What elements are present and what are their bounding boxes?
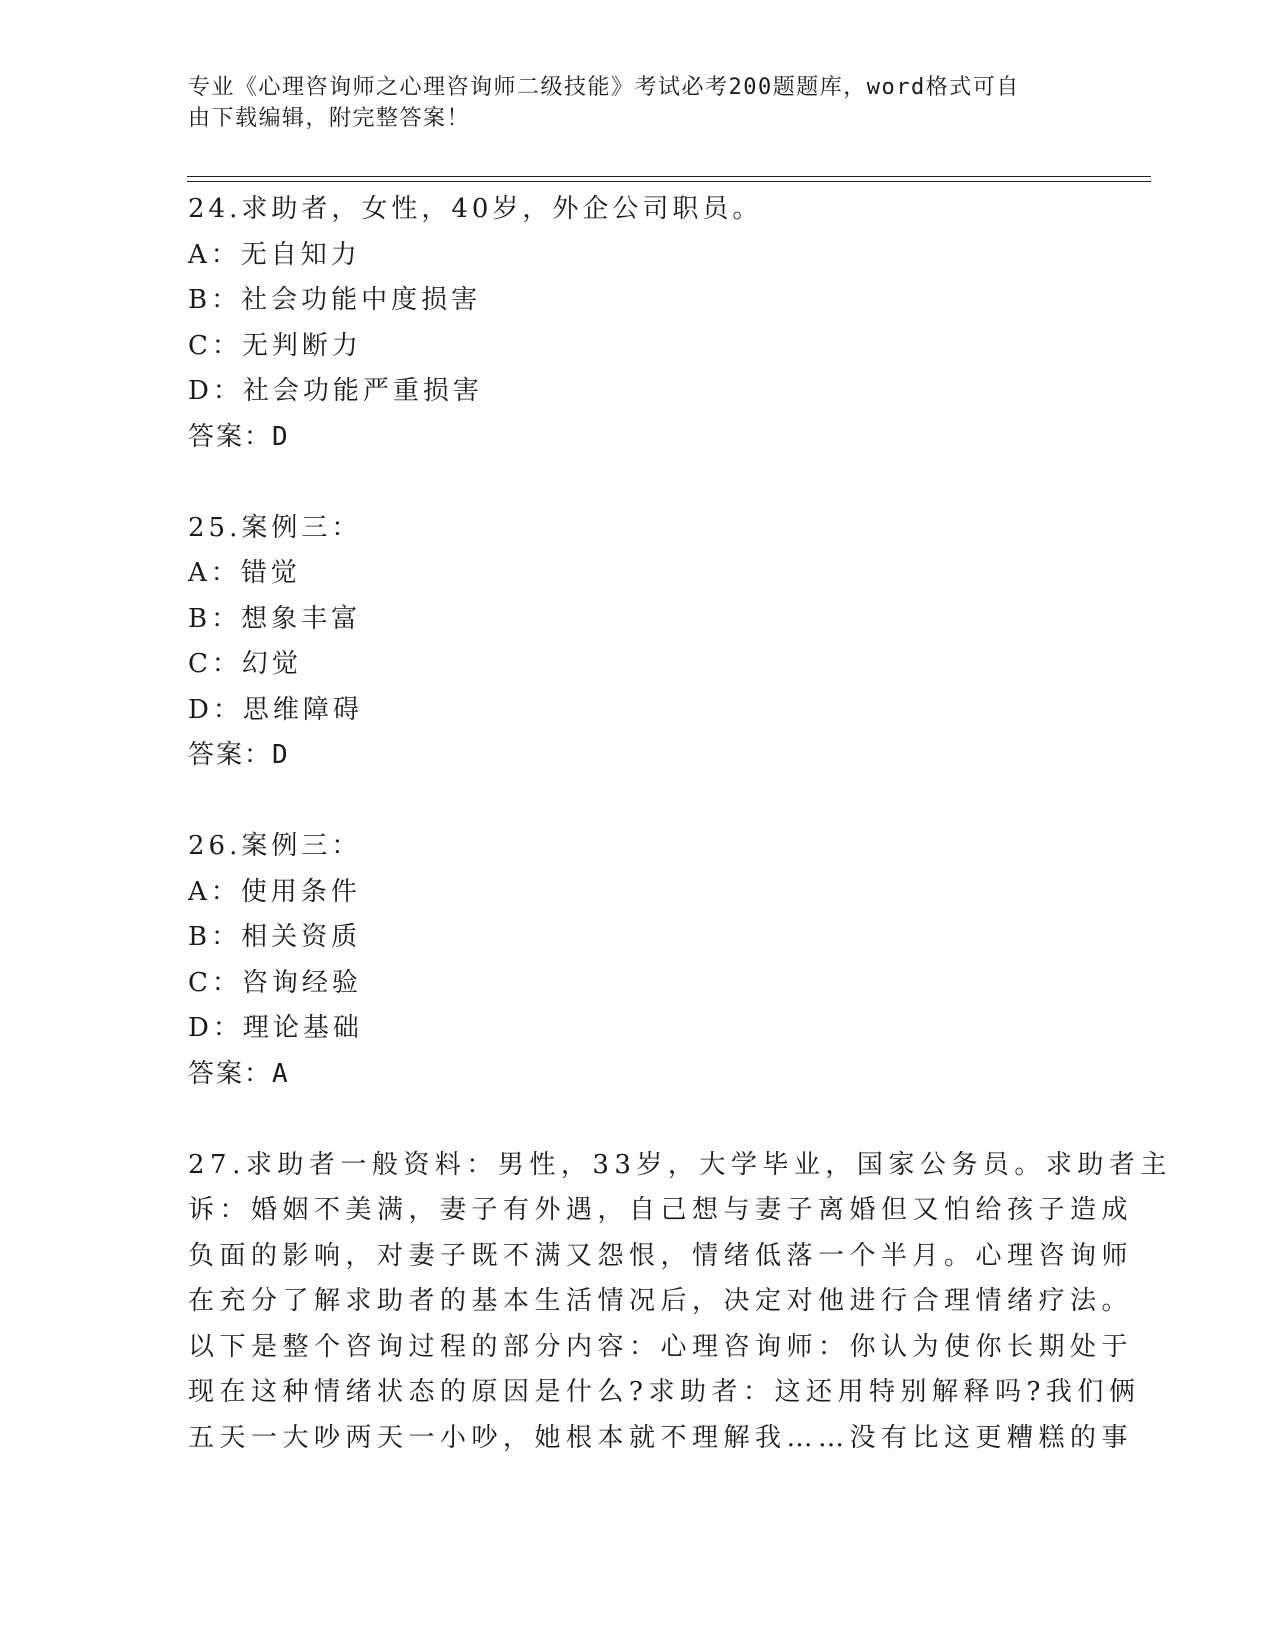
answer-line: 答案：D bbox=[188, 740, 290, 770]
spacer bbox=[188, 460, 1088, 506]
paragraph-line: 诉：婚姻不美满，妻子有外遇，自己想与妻子离婚但又怕给孩子造成 bbox=[188, 1195, 1134, 1225]
question-24 bbox=[188, 187, 1088, 460]
header-divider-bottom bbox=[187, 181, 1151, 182]
spacer bbox=[188, 1097, 1088, 1143]
header-line-1: 专业《心理咨询师之心理咨询师二级技能》考试必考200题题库，word格式可自 bbox=[188, 75, 1020, 100]
paragraph-line: 现在这种情绪状态的原因是什么?求助者：这还用特别解释吗?我们俩 bbox=[188, 1377, 1141, 1407]
document-body bbox=[188, 187, 1172, 1461]
option-b: B：社会功能中度损害 bbox=[188, 285, 482, 315]
option-d: D：社会功能严重损害 bbox=[188, 376, 483, 406]
question-stem: 24.求助者，女性，40岁，外企公司职员。 bbox=[188, 194, 763, 224]
option-a: A：错觉 bbox=[188, 558, 301, 588]
paragraph-line: 负面的影响，对妻子既不满又怨恨，情绪低落一个半月。心理咨询师 bbox=[188, 1240, 1134, 1271]
paragraph-line: 在充分了解求助者的基本生活情况后，决定对他进行合理情绪疗法。 bbox=[188, 1286, 1134, 1316]
question-25 bbox=[188, 506, 1088, 779]
document-header bbox=[188, 72, 1068, 134]
option-b: B：相关资质 bbox=[188, 922, 362, 952]
answer-line: 答案：A bbox=[188, 1058, 290, 1089]
option-d: D：理论基础 bbox=[188, 1013, 363, 1043]
option-a: A：使用条件 bbox=[188, 876, 361, 907]
paragraph-line: 五天一大吵两天一小吵，她根本就不理解我……没有比这更糟糕的事 bbox=[188, 1422, 1134, 1453]
paragraph-line: 以下是整个咨询过程的部分内容：心理咨询师：你认为使你长期处于 bbox=[188, 1331, 1134, 1362]
option-d: D：思维障碍 bbox=[188, 694, 363, 725]
option-c: C：无判断力 bbox=[188, 330, 362, 361]
option-c: C：幻觉 bbox=[188, 649, 302, 679]
question-stem: 25.案例三： bbox=[188, 512, 362, 543]
option-b: B：想象丰富 bbox=[188, 603, 362, 634]
header-divider-top bbox=[187, 176, 1151, 177]
question-27 bbox=[188, 1143, 1172, 1462]
header-line-2: 由下载编辑，附完整答案！ bbox=[188, 106, 471, 131]
question-stem: 26.案例三： bbox=[188, 831, 362, 861]
question-26 bbox=[188, 824, 1088, 1097]
option-c: C：咨询经验 bbox=[188, 967, 362, 998]
answer-line: 答案：D bbox=[188, 421, 290, 452]
option-a: A：无自知力 bbox=[188, 239, 361, 270]
spacer bbox=[188, 779, 1088, 825]
paragraph-line: 27.求助者一般资料：男性，33岁，大学毕业，国家公务员。求助者主 bbox=[188, 1149, 1172, 1180]
